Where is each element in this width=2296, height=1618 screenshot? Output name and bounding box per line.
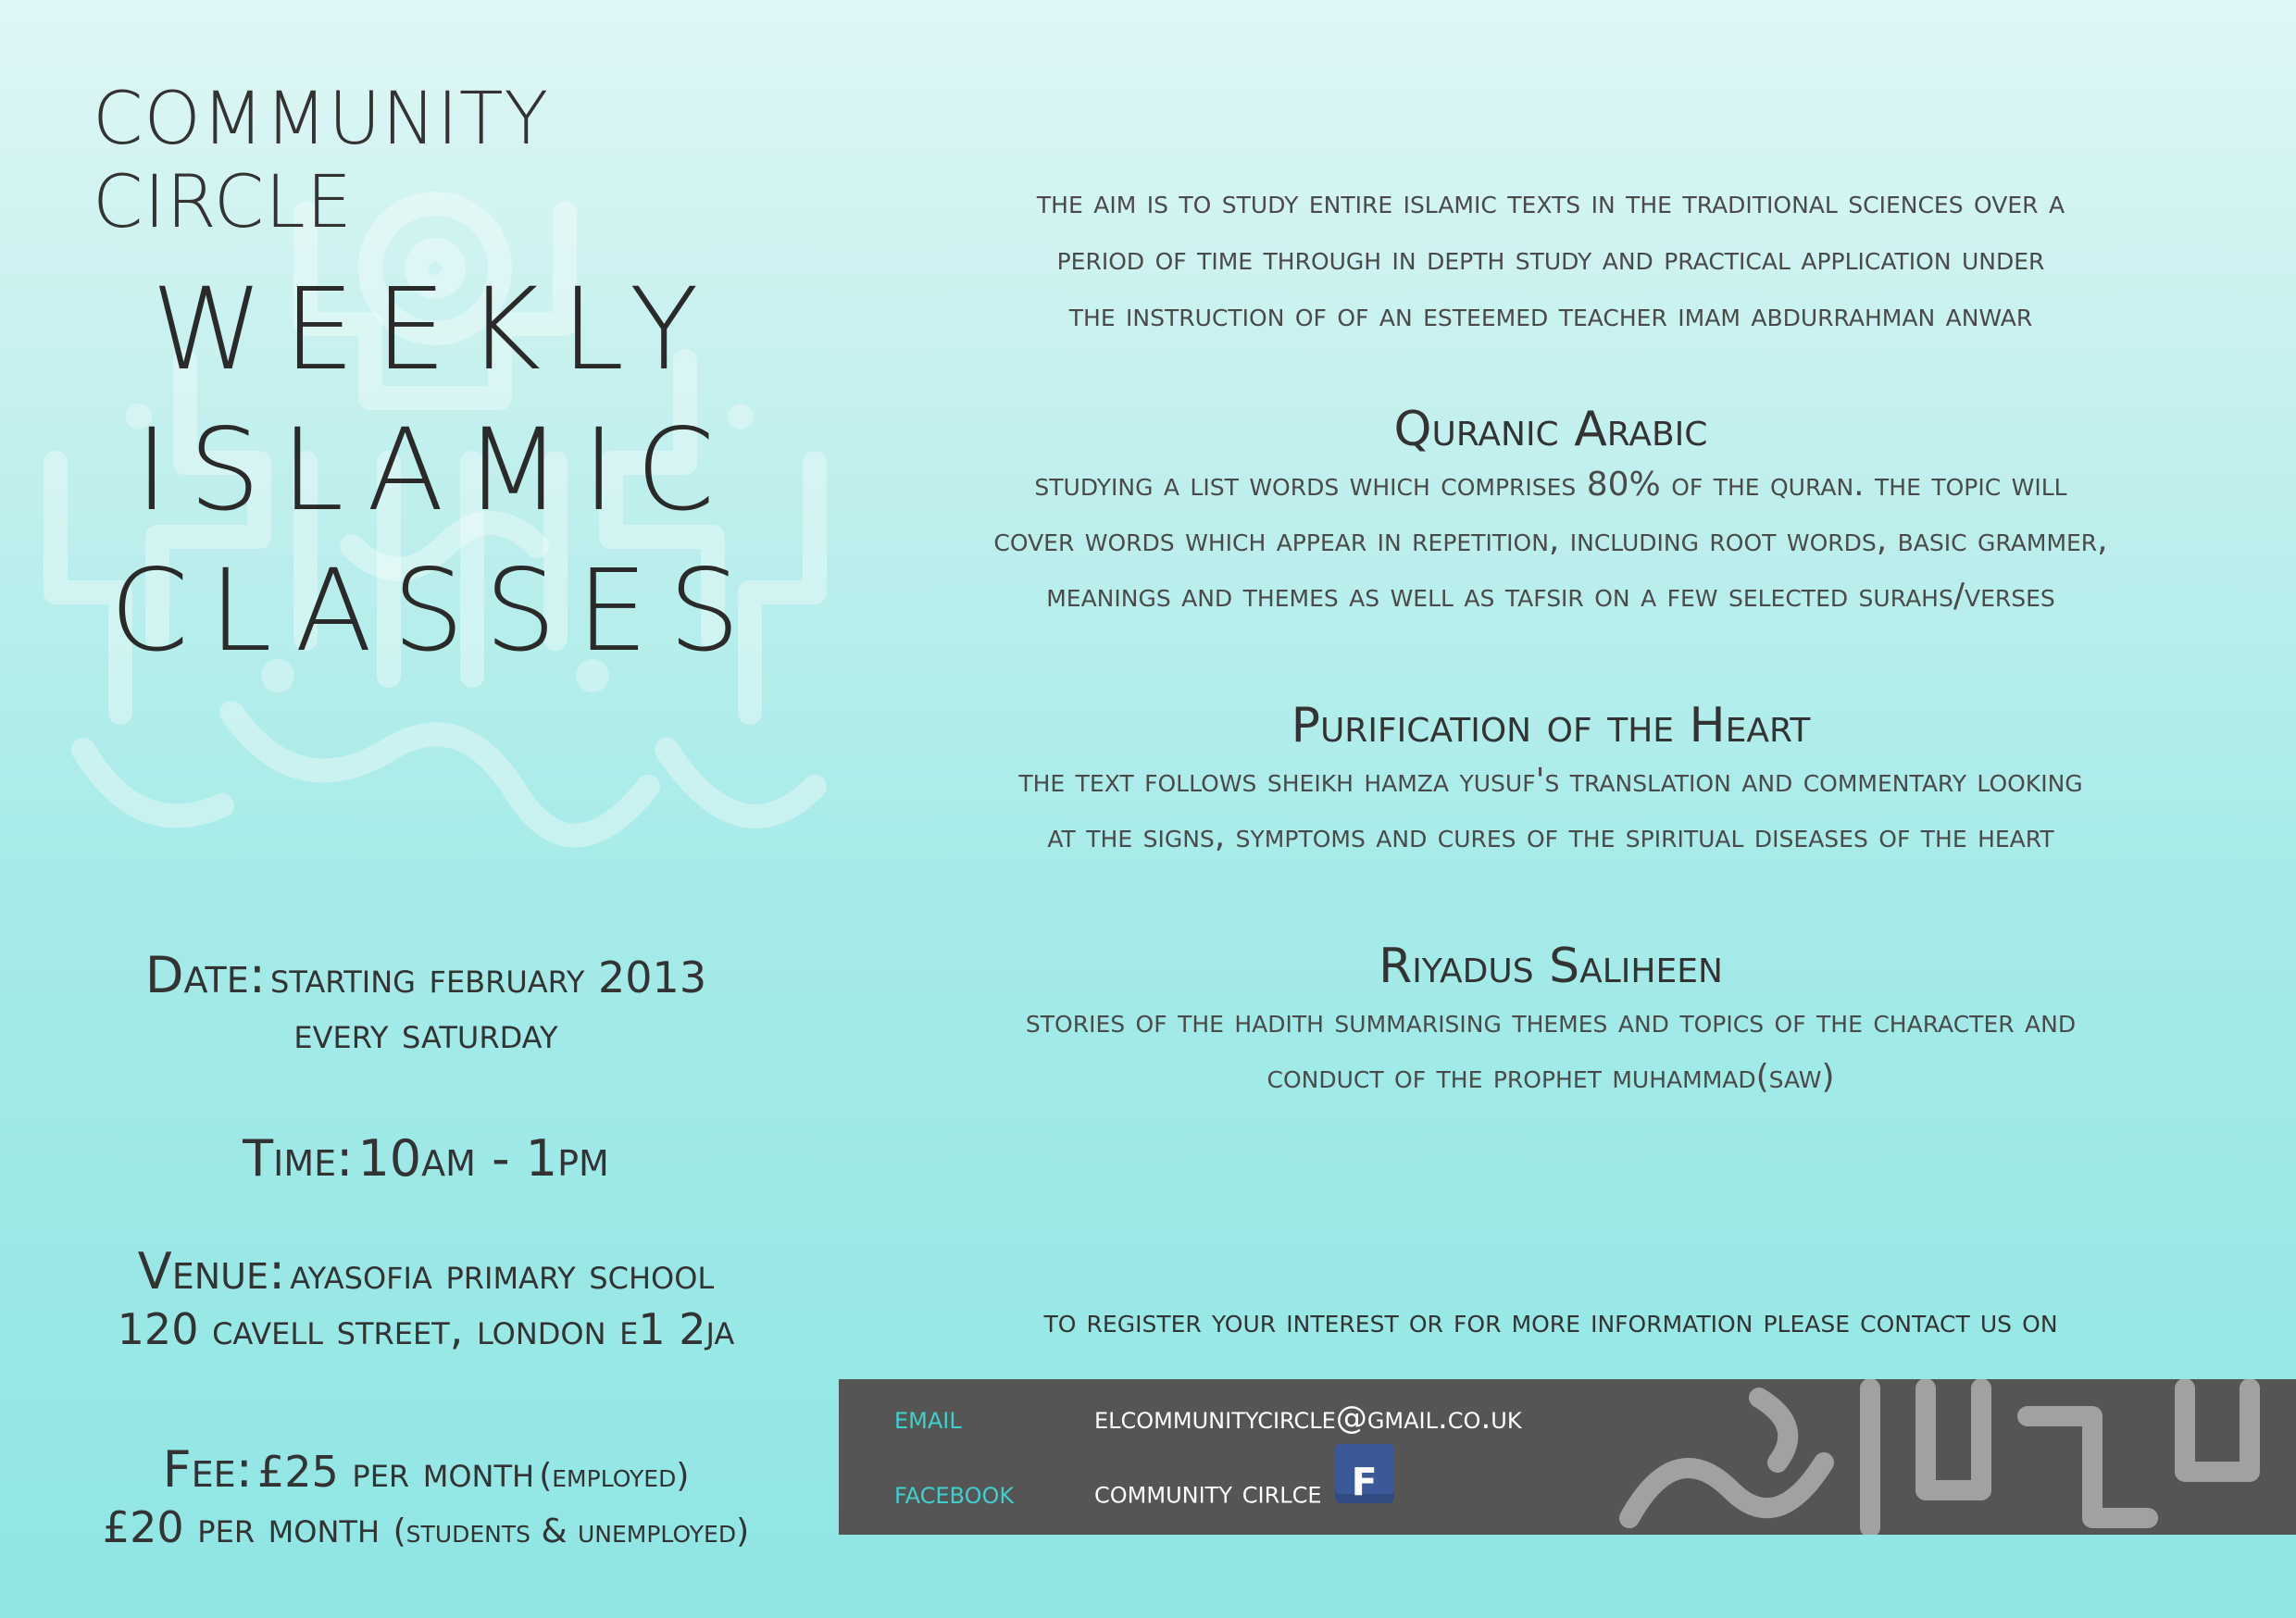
venue-value: ayasofia primary school — [290, 1249, 715, 1299]
fee-note: (employed) — [539, 1457, 690, 1495]
contact-bar — [839, 1379, 2296, 1535]
brand-title: COMMUNITY CIRCLE — [93, 78, 550, 244]
fee-info — [37, 1440, 815, 1552]
section-line: meanings and themes as well as tafsir on a few selected surahs/verses — [1046, 577, 2055, 615]
section-quranic-arabic — [852, 402, 2250, 624]
email-label: email — [894, 1400, 962, 1437]
section-title: Riyadus Saliheen — [1379, 939, 1723, 994]
section-riyadus-saliheen — [852, 939, 2250, 1105]
section-line: the text follows sheikh hamza yusuf's translation and commentary looking — [1018, 762, 2083, 800]
fee-line2-note: (students & unemployed) — [393, 1512, 750, 1550]
date-label: Date: — [144, 946, 266, 1004]
section-purification — [852, 698, 2250, 865]
section-line: at the signs, symptoms and cures of the spiritual diseases of the heart — [1047, 817, 2054, 855]
section-line: studying a list words which comprises 80% of the quran. the topic will — [1034, 466, 2067, 504]
facebook-row — [894, 1445, 1394, 1524]
facebook-link[interactable]: community cirlce — [1094, 1474, 1322, 1512]
headline — [102, 259, 768, 681]
date-info — [37, 946, 815, 1058]
aim-line: the aim is to study entire islamic texts in the traditional sciences over a — [1036, 183, 2065, 221]
contact-intro: to register your interest or for more information please contact us on — [1043, 1303, 2058, 1340]
date-line2: every saturday — [293, 1008, 558, 1058]
aim-line: the instruction of of an esteemed teacher imam abdurrahman anwar — [1068, 296, 2033, 334]
aim-text — [852, 174, 2250, 343]
headline-line-1: WEEKLY — [151, 264, 719, 395]
section-title: Purification of the Heart — [1291, 698, 1811, 753]
fee-label: Fee: — [162, 1440, 253, 1499]
time-label: Time: — [243, 1129, 354, 1188]
date-value: starting february 2013 — [270, 952, 707, 1002]
time-info — [37, 1129, 815, 1188]
time-value: 10am - 1pm — [357, 1129, 609, 1188]
email-link[interactable]: elcommunitycircle@gmail.co.uk — [1094, 1400, 1522, 1437]
section-line: cover words which appear in repetition, including root words, basic grammer, — [993, 521, 2108, 559]
facebook-label: facebook — [894, 1474, 1015, 1512]
aim-line: period of time through in depth study and practical application under — [1056, 240, 2045, 278]
fee-line2: £20 per month — [102, 1502, 381, 1552]
section-line: conduct of the prophet muhammad(saw) — [1267, 1058, 1835, 1096]
venue-label: Venue: — [137, 1242, 286, 1301]
venue-info — [37, 1242, 815, 1354]
headline-line-2: ISLAMIC — [134, 404, 736, 536]
arabic-calligraphy-pattern-bar — [1592, 1379, 2296, 1535]
facebook-icon[interactable]: f — [1335, 1444, 1394, 1503]
section-line: stories of the hadith summarising themes and topics of the character and — [1025, 1002, 2077, 1040]
section-title: Quranic Arabic — [1393, 402, 1708, 457]
email-row — [894, 1400, 1522, 1437]
headline-line-3: CLASSES — [109, 545, 761, 677]
fee-value: £25 per month — [256, 1447, 535, 1497]
venue-line2: 120 cavell street, london e1 2ja — [117, 1304, 735, 1354]
